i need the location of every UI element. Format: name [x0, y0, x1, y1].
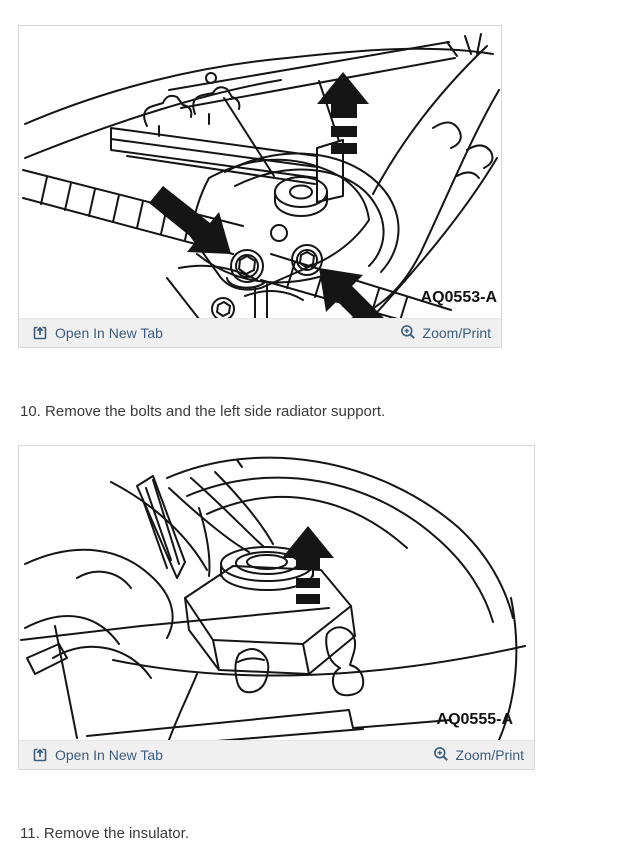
figure-2-toolbar	[19, 740, 534, 769]
zoom-in-icon	[433, 746, 449, 762]
figure-panel-1	[18, 25, 502, 348]
open-in-new-tab-icon	[32, 325, 48, 341]
figure-panel-2	[18, 445, 535, 770]
step-10-text: 10. Remove the bolts and the left side radiator support.	[20, 403, 386, 420]
figure-2-label: AQ0555-A	[436, 711, 513, 728]
open-in-new-tab-icon	[32, 747, 48, 763]
figure-1-toolbar	[19, 318, 501, 347]
zoom-print-link[interactable]	[433, 747, 524, 763]
zoom-print-label: Zoom/Print	[422, 325, 491, 341]
figure-1-label: AQ0553-A	[420, 289, 497, 306]
zoom-print-label: Zoom/Print	[455, 747, 524, 763]
figure-2-illustration	[19, 446, 534, 740]
open-in-new-tab-link[interactable]	[32, 325, 163, 341]
open-in-new-tab-label: Open In New Tab	[55, 325, 163, 341]
zoom-print-link[interactable]	[400, 325, 491, 341]
open-in-new-tab-label: Open In New Tab	[55, 747, 163, 763]
zoom-in-icon	[400, 324, 416, 340]
figure-1-illustration	[19, 26, 501, 318]
step-11-text: 11. Remove the insulator.	[20, 825, 189, 842]
open-in-new-tab-link[interactable]	[32, 747, 163, 763]
